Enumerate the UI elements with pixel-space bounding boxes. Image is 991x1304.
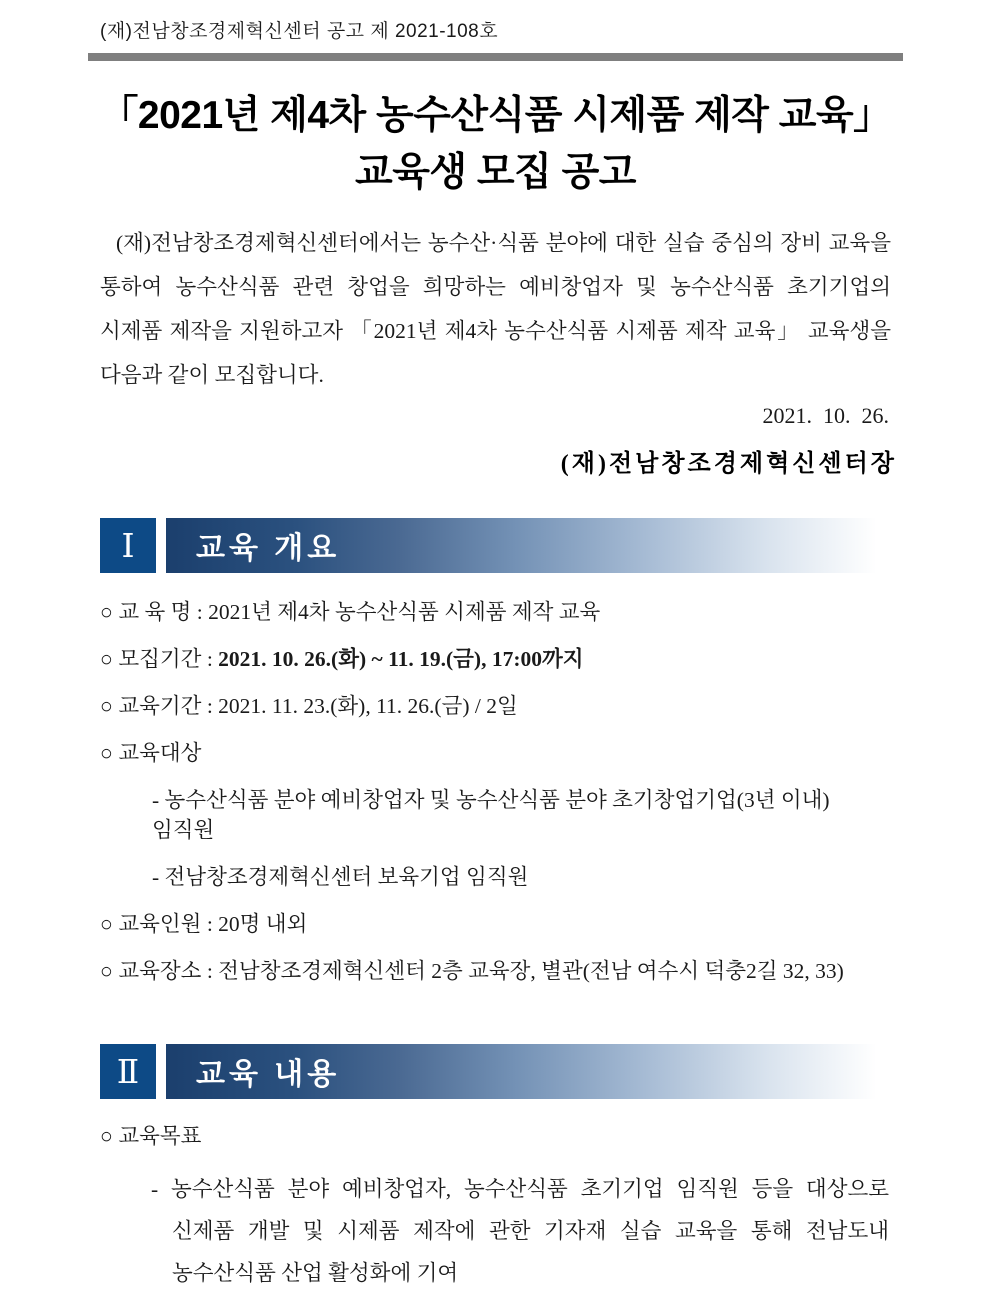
notice-number: (재)전남창조경제혁신센터 공고 제 2021-108호 [100,21,499,42]
intro-paragraph: (재)전남창조경제혁신센터에서는 농수산·식품 분야에 대한 실습 중심의 장비 교육을 통하여 농수산식품 관련 창업을 희망하는 예비창업자 및 농수산식품 초기기업의 시제품 제작을 지원하고자 「2021년 제4차 농수산식품 시제품 제작 교육」 교육생을 다음과 같이 모집합니다. [100,231,891,387]
section-1-title-bar [166,518,891,573]
section-2-header [100,1044,891,1099]
item-education-place: ○ 교육장소 : 전남창조경제혁신센터 2층 교육장, 별관(전남 여수시 덕충2길 32, 33) [100,959,844,983]
document-title [88,87,903,201]
item-education-period: ○ 교육기간 : 2021. 11. 23.(화), 11. 26.(금) / 2일 [100,694,518,718]
section-1-gap [156,518,166,573]
section-1-title: 교육 개요 [196,531,341,565]
section-2-title-bar [166,1044,891,1099]
section-1-header [100,518,891,573]
horizontal-rule [88,53,903,61]
document-title-line2: 교육생 모집 공고 [355,151,636,194]
section-1-number-badge: Ⅰ [100,518,156,573]
goal-sub-item: - 농수산식품 분야 예비창업자, 농수산식품 초기기업 임직원 등을 대상으로 신제품 개발 및 시제품 제작에 관한 기자재 실습 교육을 통해 전남도내 농수산식품 산업 활성화에 기여 [151,1177,889,1285]
overview-item-list [100,597,891,986]
announcement-date: 2021. 10. 26. [762,403,889,428]
document-title-line1: 「2021년 제4차 농수산식품 시제품 제작 교육」 [99,94,892,137]
content-item-list [100,1121,891,1294]
item-education-capacity: ○ 교육인원 : 20명 내외 [100,912,308,936]
item-recruit-period-label: ○ 모집기간 : [100,647,219,671]
target-sub-item-1: - 농수산식품 분야 예비창업자 및 농수산식품 분야 초기창업기업(3년 이내) 임직원 [152,788,830,842]
section-2-gap [156,1044,166,1099]
item-education-name: ○ 교 육 명 : 2021년 제4차 농수산식품 시제품 제작 교육 [100,600,601,624]
section-2-title: 교육 내용 [196,1057,341,1091]
item-recruit-period [100,644,891,674]
signer-name: (재)전남창조경제혁신센터장 [560,451,897,477]
item-recruit-period-value: 2021. 10. 26.(화) ~ 11. 19.(금), 17:00까지 [218,647,584,671]
target-sub-item-2: - 전남창조경제혁신센터 보육기업 임직원 [152,865,529,889]
item-education-target: ○ 교육대상 [100,741,202,765]
item-education-goal: ○ 교육목표 [100,1124,202,1148]
section-2-number-badge: Ⅱ [100,1044,156,1099]
